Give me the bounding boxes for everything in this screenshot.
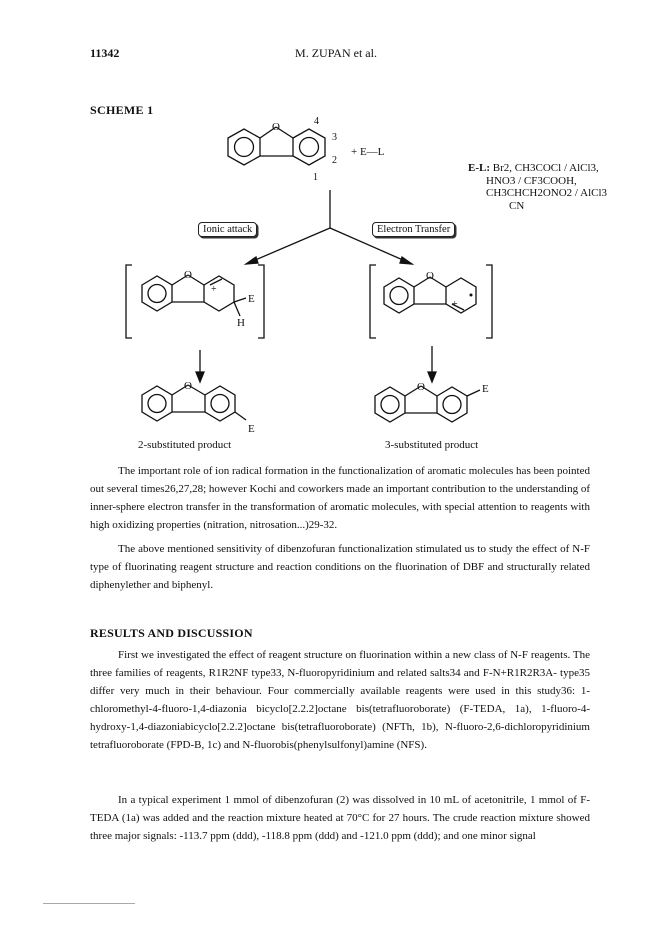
paragraph-typical-experiment: In a typical experiment 1 mmol of dibenzofuran (2) was dissolved in 10 mL of acetonitrile, 1 mmol of F-TEDA (1a) was added and the reaction mixture heated at 70°C for 27 hours. The crude reaction mixture showed three major signals: -113.7 ppm (ddd), -118.8 ppm (ddd) and -121.0 ppm (ddd); and one minor signal (90, 794, 590, 842)
footnote-rule (43, 903, 135, 904)
e-label-right-product: E (482, 383, 489, 395)
paragraph-sensitivity: The above mentioned sensitivity of dibenzofuran functionalization stimulated us to study the effect of N-F type of fluorinating reagent structure and reaction conditions on the fluorination of DBF and structurally related diphenylether and biphenyl. (90, 543, 590, 591)
cation-charge-right: + (452, 299, 458, 310)
running-head: M. ZUPAN et al. (295, 46, 377, 60)
page-number: 11342 (90, 46, 120, 60)
reagent-list (468, 162, 607, 212)
oxygen-label-right-intermediate: O (426, 270, 434, 282)
paragraph-reagent-structure: First we investigated the effect of reagent structure on fluorination within a new class of N-F reagents. The three families of reagents, R1R2NF type33, N-fluoropyridinium and related salts34 and F-N+R1R2R3A- type35 differ very much in their behaviour. Four commercially available reagents were used in this study36: 1-chloromethyl-4-fluoro-1,4-diazonia bicyclo[2.2.2]octane bis(tetrafluoroborate) (F-TEDA, 1a), 1-fluoro-4-hydroxy-1,4-diazoniabicyclo[2.2.2]octane bis(tetrafluoroborate) (NFTh, 1b), N-fluoro-2,6-dichloropyridinium tetrafluoroborate (FPD-B, 1c) and N-fluorobis(phenylsulfonyl)amine (NFS). (90, 649, 590, 751)
radical-dot (470, 294, 473, 297)
oxygen-label-top: O (272, 121, 280, 133)
section-heading: RESULTS AND DISCUSSION (90, 626, 253, 640)
h-label-left-intermediate: H (237, 317, 245, 329)
electrophile-label: + E—L (351, 146, 385, 158)
reagent-line-3: CH3CHCH2ONO2 / AlCl3 (486, 187, 608, 199)
cation-charge-left: + (211, 284, 217, 295)
position-1-label: 1 (313, 172, 318, 183)
paragraph-ion-radical: The important role of ion radical formation in the functionalization of aromatic molecules has been pointed out several times26,27,28; however Kochi and coworkers made an important contribution to the understanding of inner-sphere electron transfer in the transformation of aromatic molecules, with special attention to reagents with high oxidizing properties (nitration, nitrosation...)29-32. (90, 465, 590, 531)
ionic-attack-label: Ionic attack (198, 222, 257, 237)
scheme-title: SCHEME 1 (90, 103, 154, 117)
reagent-list-label: E-L: (468, 162, 490, 174)
product-left-caption: 2-substituted product (138, 439, 232, 451)
oxygen-label-left-intermediate: O (184, 269, 192, 281)
e-label-left-intermediate: E (248, 293, 255, 305)
e-label-left-product: E (248, 423, 255, 435)
position-2-label: 2 (332, 155, 337, 166)
position-3-label: 3 (332, 132, 337, 143)
electron-transfer-label: Electron Transfer (372, 222, 455, 237)
oxygen-label-right-product: O (417, 381, 425, 393)
reagent-line-2: HNO3 / CF3COOH, (486, 174, 577, 187)
position-4-label: 4 (314, 116, 319, 127)
product-right-caption: 3-substituted product (385, 439, 479, 451)
reagent-line-1: Br2, CH3COCl / AlCl3, (492, 162, 599, 174)
oxygen-label-left-product: O (184, 380, 192, 392)
reaction-scheme-diagram (0, 0, 672, 470)
reagent-line-4: CN (509, 199, 525, 212)
